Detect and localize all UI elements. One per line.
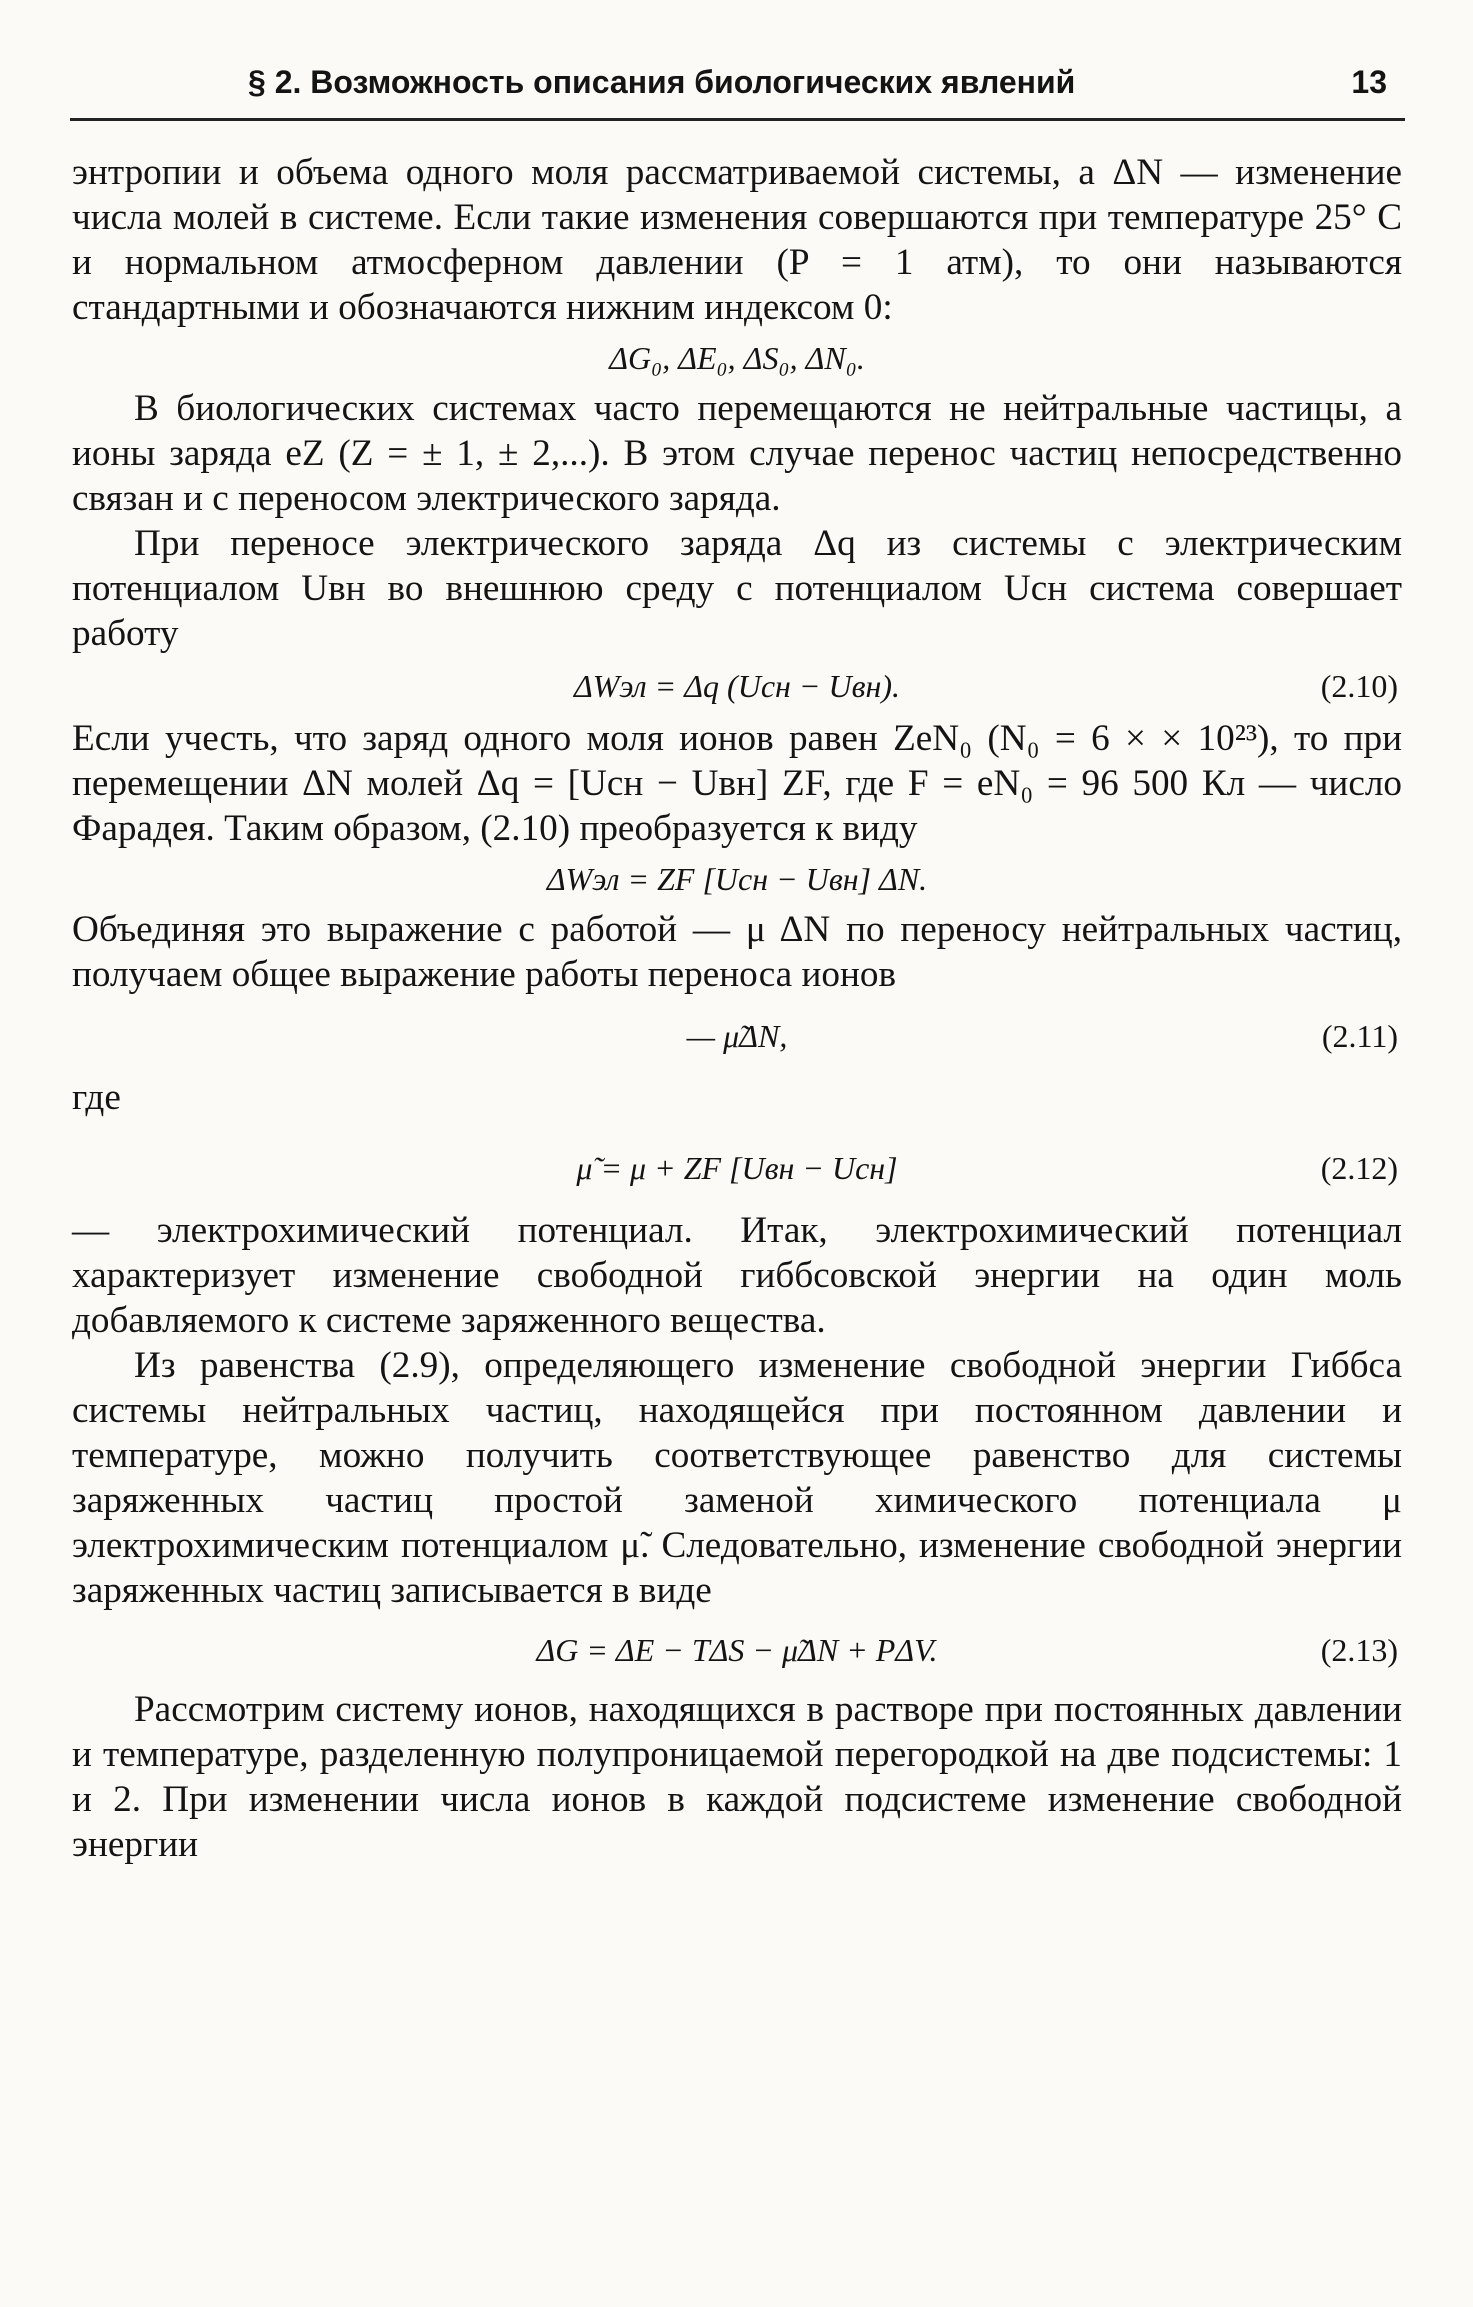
word-where: где bbox=[72, 1077, 121, 1118]
formula-standard-quantities bbox=[72, 330, 1402, 386]
paragraph-entropy-definition: энтропии и объема одного моля рассматриваемой системы, а ΔN — изменение числа молей в системе. Если такие изменения совершаются при температуре 25° С и нормальном атмосферном давлении (P = 1 атм), то они называются стандартными и обозначаются нижним индексом 0: bbox=[72, 152, 1402, 328]
formula-2-11-expression: — μ̃ΔN, bbox=[686, 1018, 788, 1054]
text-body bbox=[72, 150, 1402, 1867]
formula-2-12 bbox=[72, 1120, 1402, 1208]
formula-2-10 bbox=[72, 656, 1402, 716]
paragraph-charge-transfer: При переносе электрического заряда Δq из системы с электрическим потенциалом Uвн во внешнюю среду с потенциалом Uсн система совершает работу bbox=[72, 523, 1402, 654]
formula-2-13-expression: ΔG = ΔE − TΔS − μ̃ΔN + PΔV. bbox=[536, 1632, 938, 1668]
equation-number-2-13: (2.13) bbox=[1320, 1632, 1398, 1668]
formula-2-11 bbox=[72, 997, 1402, 1075]
page-header bbox=[70, 62, 1405, 121]
paragraph-combined-work: Объединяя это выражение с работой — μ ΔN по переносу нейтральных частиц, получаем общее выражение работы переноса ионов bbox=[72, 909, 1402, 995]
formula-electric-work-expression: ΔWэл = ZF [Uсн − Uвн] ΔN. bbox=[546, 861, 928, 897]
formula-2-13 bbox=[72, 1613, 1402, 1687]
equation-number-2-12: (2.12) bbox=[1320, 1150, 1398, 1186]
equation-number-2-11: (2.11) bbox=[1321, 1018, 1398, 1054]
paragraph-electrochemical-potential: — электрохимический потенциал. Итак, электрохимический потенциал характеризует изменение свободной гиббсовской энергии на один моль добавляемого к системе заряженного вещества. bbox=[72, 1210, 1402, 1341]
page-number: 13 bbox=[1351, 64, 1387, 100]
formula-2-12-expression: μ̃ = μ + ZF [Uвн − Uсн] bbox=[576, 1150, 898, 1186]
formula-electric-work bbox=[72, 851, 1402, 907]
paragraph-faraday: Если учесть, что заряд одного моля ионов равен ZeN₀ (N₀ = 6 × × 10²³), то при перемещении ΔN молей Δq = [Uсн − Uвн] ZF, где F = eN₀ = 96 500 Кл — число Фарадея. Таким образом, (2.10) преобразуется к виду bbox=[72, 718, 1402, 849]
running-head: § 2. Возможность описания биологических явлений bbox=[248, 64, 1076, 100]
formula-2-10-expression: ΔWэл = Δq (Uсн − Uвн). bbox=[573, 668, 901, 704]
equation-number-2-10: (2.10) bbox=[1320, 668, 1398, 704]
formula-standard-expression: ΔG₀, ΔE₀, ΔS₀, ΔN₀. bbox=[609, 340, 865, 376]
paragraph-ion-system: Рассмотрим систему ионов, находящихся в растворе при постоянных давлении и температуре, разделенную полупроницаемой перегородкой на две подсистемы: 1 и 2. При изменении числа ионов в каждой подсистеме изменение свободной энергии bbox=[72, 1689, 1402, 1865]
paragraph-ions-charge: В биологических системах часто перемещаются не нейтральные частицы, а ионы заряда eZ (Z = ± 1, ± 2,...). В этом случае перенос частиц непосредственно связан и с переносом электрического заряда. bbox=[72, 388, 1402, 519]
paragraph-gibbs-equality: Из равенства (2.9), определяющего изменение свободной энергии Гиббса системы нейтральных частиц, находящейся при постоянном давлении и температуре, можно получить соответствующее равенство для системы заряженных частиц простой заменой химического потенциала μ электрохимическим потенциалом μ̃. Следовательно, изменение свободной энергии заряженных частиц записывается в виде bbox=[72, 1345, 1402, 1611]
